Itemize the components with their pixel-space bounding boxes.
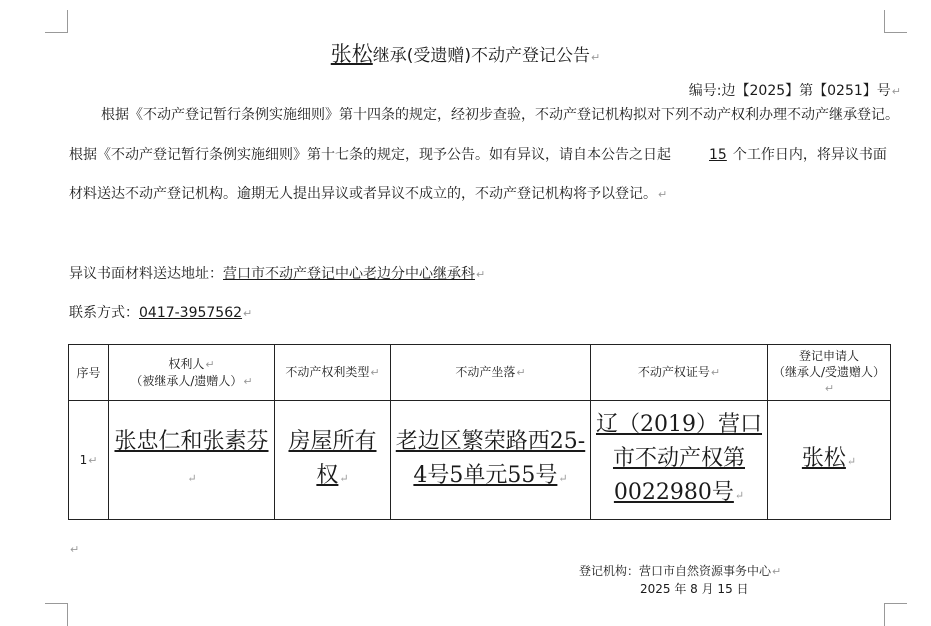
- address-label: 异议书面材料送达地址：: [69, 266, 223, 282]
- contact-phone: 0417-3957562: [139, 305, 243, 321]
- paragraph-mark: ↵: [824, 382, 835, 395]
- paragraph-mark: ↵: [70, 543, 80, 556]
- cell-cert-number: 辽（2019）营口市不动产权第0022980号↵: [591, 401, 768, 520]
- page-corner-top-left: [45, 10, 68, 33]
- registration-table: [68, 344, 891, 520]
- paragraph-mark: ↵: [846, 454, 857, 468]
- header-right-type: 不动产权利类型↵: [275, 345, 391, 401]
- contact-label: 联系方式：: [69, 305, 139, 321]
- cell-seq: 1↵: [69, 401, 109, 520]
- objection-address: [69, 263, 485, 283]
- paragraph-mark: ↵: [516, 366, 526, 379]
- notice-date: [640, 580, 749, 597]
- paragraph-mark: ↵: [187, 471, 197, 485]
- org-value: 营口市自然资源事务中心: [639, 564, 772, 578]
- org-label: 登记机构：: [579, 564, 640, 578]
- cell-location: 老边区繁荣路西25-4号5单元55号↵: [391, 401, 591, 520]
- paragraph-mark: ↵: [370, 366, 380, 379]
- document-number-text: 编号:边【2025】第【0251】号: [688, 83, 891, 99]
- table-row: [69, 401, 891, 520]
- contact-info: [69, 302, 252, 322]
- page-corner-top-right: [884, 10, 907, 33]
- notice-title: [0, 38, 931, 68]
- paragraph-mark: ↵: [658, 188, 668, 201]
- paragraph-mark: ↵: [772, 565, 782, 578]
- date-text: 2025 年 8 月 15 日: [640, 582, 749, 596]
- header-cert-number: 不动产权证号↵: [591, 345, 768, 401]
- notice-body: [69, 96, 899, 215]
- page-corner-bottom-left: [45, 603, 68, 626]
- paragraph-mark: ↵: [476, 268, 486, 281]
- header-right-holder: 权利人↵ （被继承人/遗赠人）↵: [109, 345, 275, 401]
- paragraph-mark: ↵: [243, 307, 253, 320]
- address-value: 营口市不动产登记中心老边分中心继承科: [223, 266, 475, 282]
- paragraph-mark: ↵: [243, 374, 253, 388]
- paragraph-mark: ↵: [205, 357, 215, 371]
- paragraph-mark: ↵: [891, 85, 901, 98]
- header-seq: 序号: [69, 345, 109, 401]
- body-part-1: 根据《不动产登记暂行条例实施细则》第十四条的规定，经初步查验，不动产登记机构拟对下列不动产权利办理不动产继承登记。根据《不动产登记暂行条例实施细则》第十七条的规定，现予公告。如有异议，请自本公告之日起: [69, 107, 899, 163]
- paragraph-mark: ↵: [558, 471, 568, 485]
- paragraph-mark: ↵: [591, 51, 601, 64]
- title-text: 继承(受遗赠)不动产登记公告: [372, 46, 591, 66]
- paragraph-mark: ↵: [734, 488, 745, 502]
- cell-right-type: 房屋所有权↵: [275, 401, 391, 520]
- header-location: 不动产坐落↵: [391, 345, 591, 401]
- paragraph-mark: ↵: [88, 454, 98, 467]
- body-part-2: 个工作日内，将异议书面材料送达不动产登记机构。逾期无人提出异议或者异议不成立的，不动产登记机构将予以登记。: [69, 146, 887, 202]
- cell-applicant: 张松↵: [768, 401, 891, 520]
- title-person-name: 张松: [330, 42, 373, 66]
- paragraph-mark: ↵: [339, 471, 349, 485]
- registration-organization: [579, 562, 781, 579]
- empty-paragraph: [69, 538, 79, 557]
- cell-right-holder: 张忠仁和张素芬↵: [109, 401, 275, 520]
- page-corner-bottom-right: [884, 603, 907, 626]
- objection-days: 15: [709, 146, 727, 163]
- header-applicant: 登记申请人 （继承人/受遗赠人）↵: [768, 345, 891, 401]
- table-header-row: [69, 345, 891, 401]
- paragraph-mark: ↵: [710, 366, 721, 379]
